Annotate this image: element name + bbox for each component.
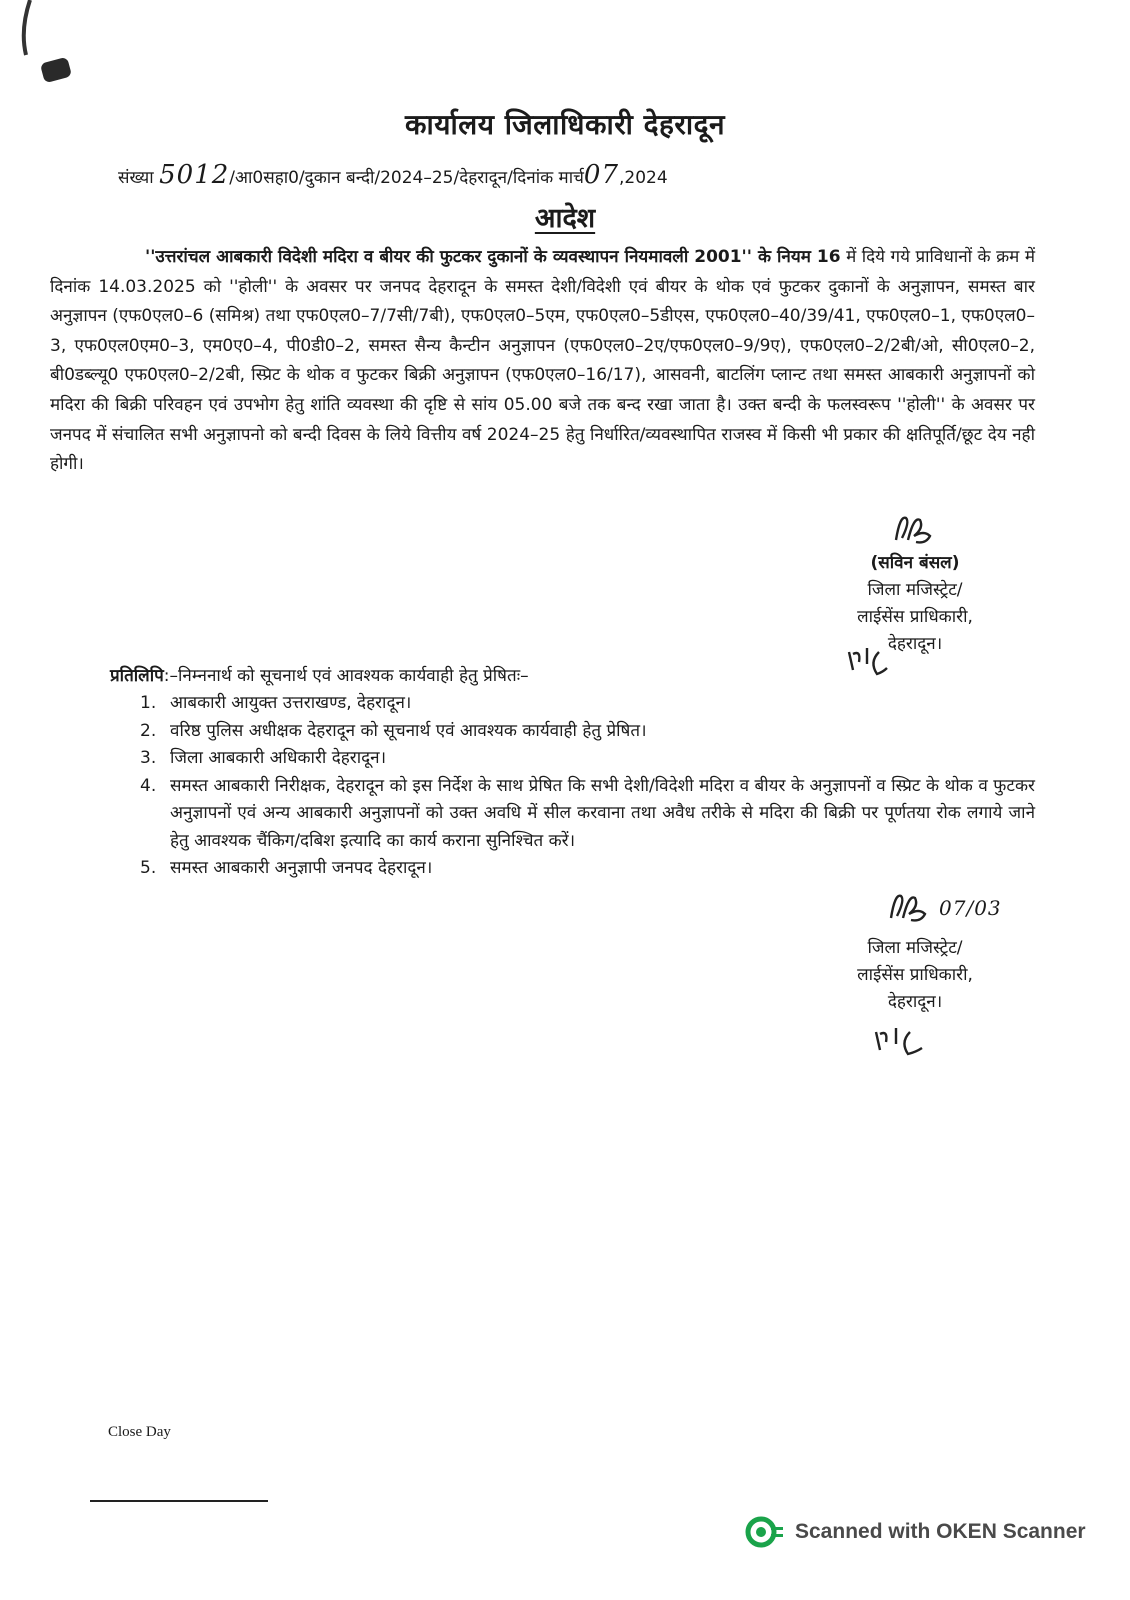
footer-divider <box>90 1500 268 1502</box>
signatory-designation: जिला मजिस्ट्रेट/ <box>867 580 963 600</box>
order-body <box>50 243 1035 480</box>
signature-2-scribble-icon <box>885 888 935 928</box>
list-item: 3. जिला आबकारी अधिकारी देहरादून। <box>140 748 387 768</box>
copy-label: प्रतिलिपि <box>110 666 164 686</box>
order-text: में दिये गये प्राविधानों के क्रम में दिनांक 14.03.2025 को ''होली'' के अवसर पर जनपद देहरादून के समस्त देशी/विदेशी एवं बीयर के थोक एवं फुटकर दुकानों के अनुज्ञापन, समस्त बार अनुज्ञापन (एफ0एल0–6 (समिश्र) तथा एफ0एल0–7/7सी/7बी), एफ0एल0–5एम, एफ0एल0–5डीएस, एफ0एल0–40/39/41, एफ0एल0–1, एफ0एल0–3, एफ0एल0एम0–3, एम0ए0–4, पी0डी0–2, समस्त सैन्य कैन्टीन अनुज्ञापन (एफ0एल0–2ए/एफ0एल0–9/9ए), एफ0एल0–2/2बी/ओ, सी0एल0–2, बी0डब्ल्यू0 एफ0एल0–2/2बी, स्प्रिट के थोक व फुटकर बिक्री अनुज्ञापन (एफ0एल0–16/17), आसवनी, बाटलिंग प्लान्ट तथा समस्त आबकारी अनुज्ञापनों को मदिरा की बिक्री परिवहन एवं उपभोग हेतु शांति व्यवस्था की दृष्टि से सांय 05.00 बजे तक बन्द रखा जाता है। उक्त बन्दी के फलस्वरूप ''होली'' के अवसर पर जनपद में संचालित सभी अनुज्ञापनो को बन्दी दिवस के लिये वित्तीय वर्ष 2024–25 हेतु निर्धारित/व्यवस्थापित राजस्व में किसी भी प्रकार की क्षतिपूर्ति/छूट देय नही होगी। <box>50 247 1035 475</box>
ref-year: ,2024 <box>619 168 668 188</box>
oken-scanner-logo-icon <box>745 1515 785 1549</box>
list-item: 4. समस्त आबकारी निरीक्षक, देहरादून को इस निर्देश के साथ प्रेषित कि सभी देशी/विदेशी मदिरा व बीयर के अनुज्ञापनों व स्प्रिट के थोक व फुटकर अनुज्ञापनों एवं अन्य आबकारी अनुज्ञापनों को उक्त अवधि में सील करवाना तथा अवैध तरीके से मदिरा की बिक्री पर पूर्णतया रोक लगाये जाने हेतु आवश्यक चैंकिग/दबिश इत्यादि का कार्य कराना सुनिश्चित करें। <box>140 775 1035 851</box>
list-item: 2. वरिष्ठ पुलिस अधीक्षक देहरादून को सूचनार्थ एवं आवश्यक कार्यवाही हेतु प्रेषित। <box>140 720 647 741</box>
scanner-watermark <box>745 1515 1086 1549</box>
order-heading: आदेश <box>534 203 596 234</box>
signatory-place: देहरादून। <box>887 992 943 1012</box>
signature-date: 07/03 <box>939 896 1002 920</box>
ref-prefix: संख्या <box>118 168 160 188</box>
copy-list <box>120 690 1035 883</box>
scanner-text: Scanned with OKEN Scanner <box>795 1520 1086 1543</box>
signatory-designation: जिला मजिस्ट्रेट/ <box>867 938 963 958</box>
initials-2-scribble-icon <box>870 1020 930 1060</box>
list-item: 1. आबकारी आयुक्त उत्तराखण्ड, देहरादून। <box>140 693 412 713</box>
corner-scan-mark-icon <box>18 0 78 95</box>
copy-intro-text: :–निम्ननार्थ को सूचनार्थ एवं आवश्यक कार्यवाही हेतु प्रेषितः– <box>163 666 529 686</box>
rule-quote: ''उत्तरांचल आबकारी विदेशी मदिरा व बीयर की फुटकर दुकानों के व्यवस्थापन नियमावली 2001'' के नियम 16 <box>145 247 841 267</box>
signature-2-mark <box>885 888 1002 928</box>
signature-scribble-icon <box>890 510 940 550</box>
signature-block-2 <box>830 935 1000 1016</box>
office-title: कार्यालय जिलाधिकारी देहरादून <box>404 108 725 141</box>
signatory-name: (सविन बंसल) <box>870 553 960 573</box>
signatory-place: देहरादून। <box>887 634 943 654</box>
list-item: 5. समस्त आबकारी अनुज्ञापी जनपद देहरादून। <box>140 858 433 878</box>
reference-line <box>118 160 668 190</box>
signatory-authority: लाईसेंस प्राधिकारी, <box>857 965 973 985</box>
ref-number: 5012 <box>159 160 230 190</box>
signatory-authority: लाईसेंस प्राधिकारी, <box>857 607 973 627</box>
copy-intro <box>110 663 529 686</box>
ref-day: 07 <box>583 160 620 190</box>
footer-note: Close Day <box>108 1424 171 1440</box>
ref-middle: /आ0सहा0/दुकान बन्दी/2024–25/देहरादून/दिनांक मार्च <box>229 168 584 188</box>
initials-scribble-icon <box>843 640 893 680</box>
